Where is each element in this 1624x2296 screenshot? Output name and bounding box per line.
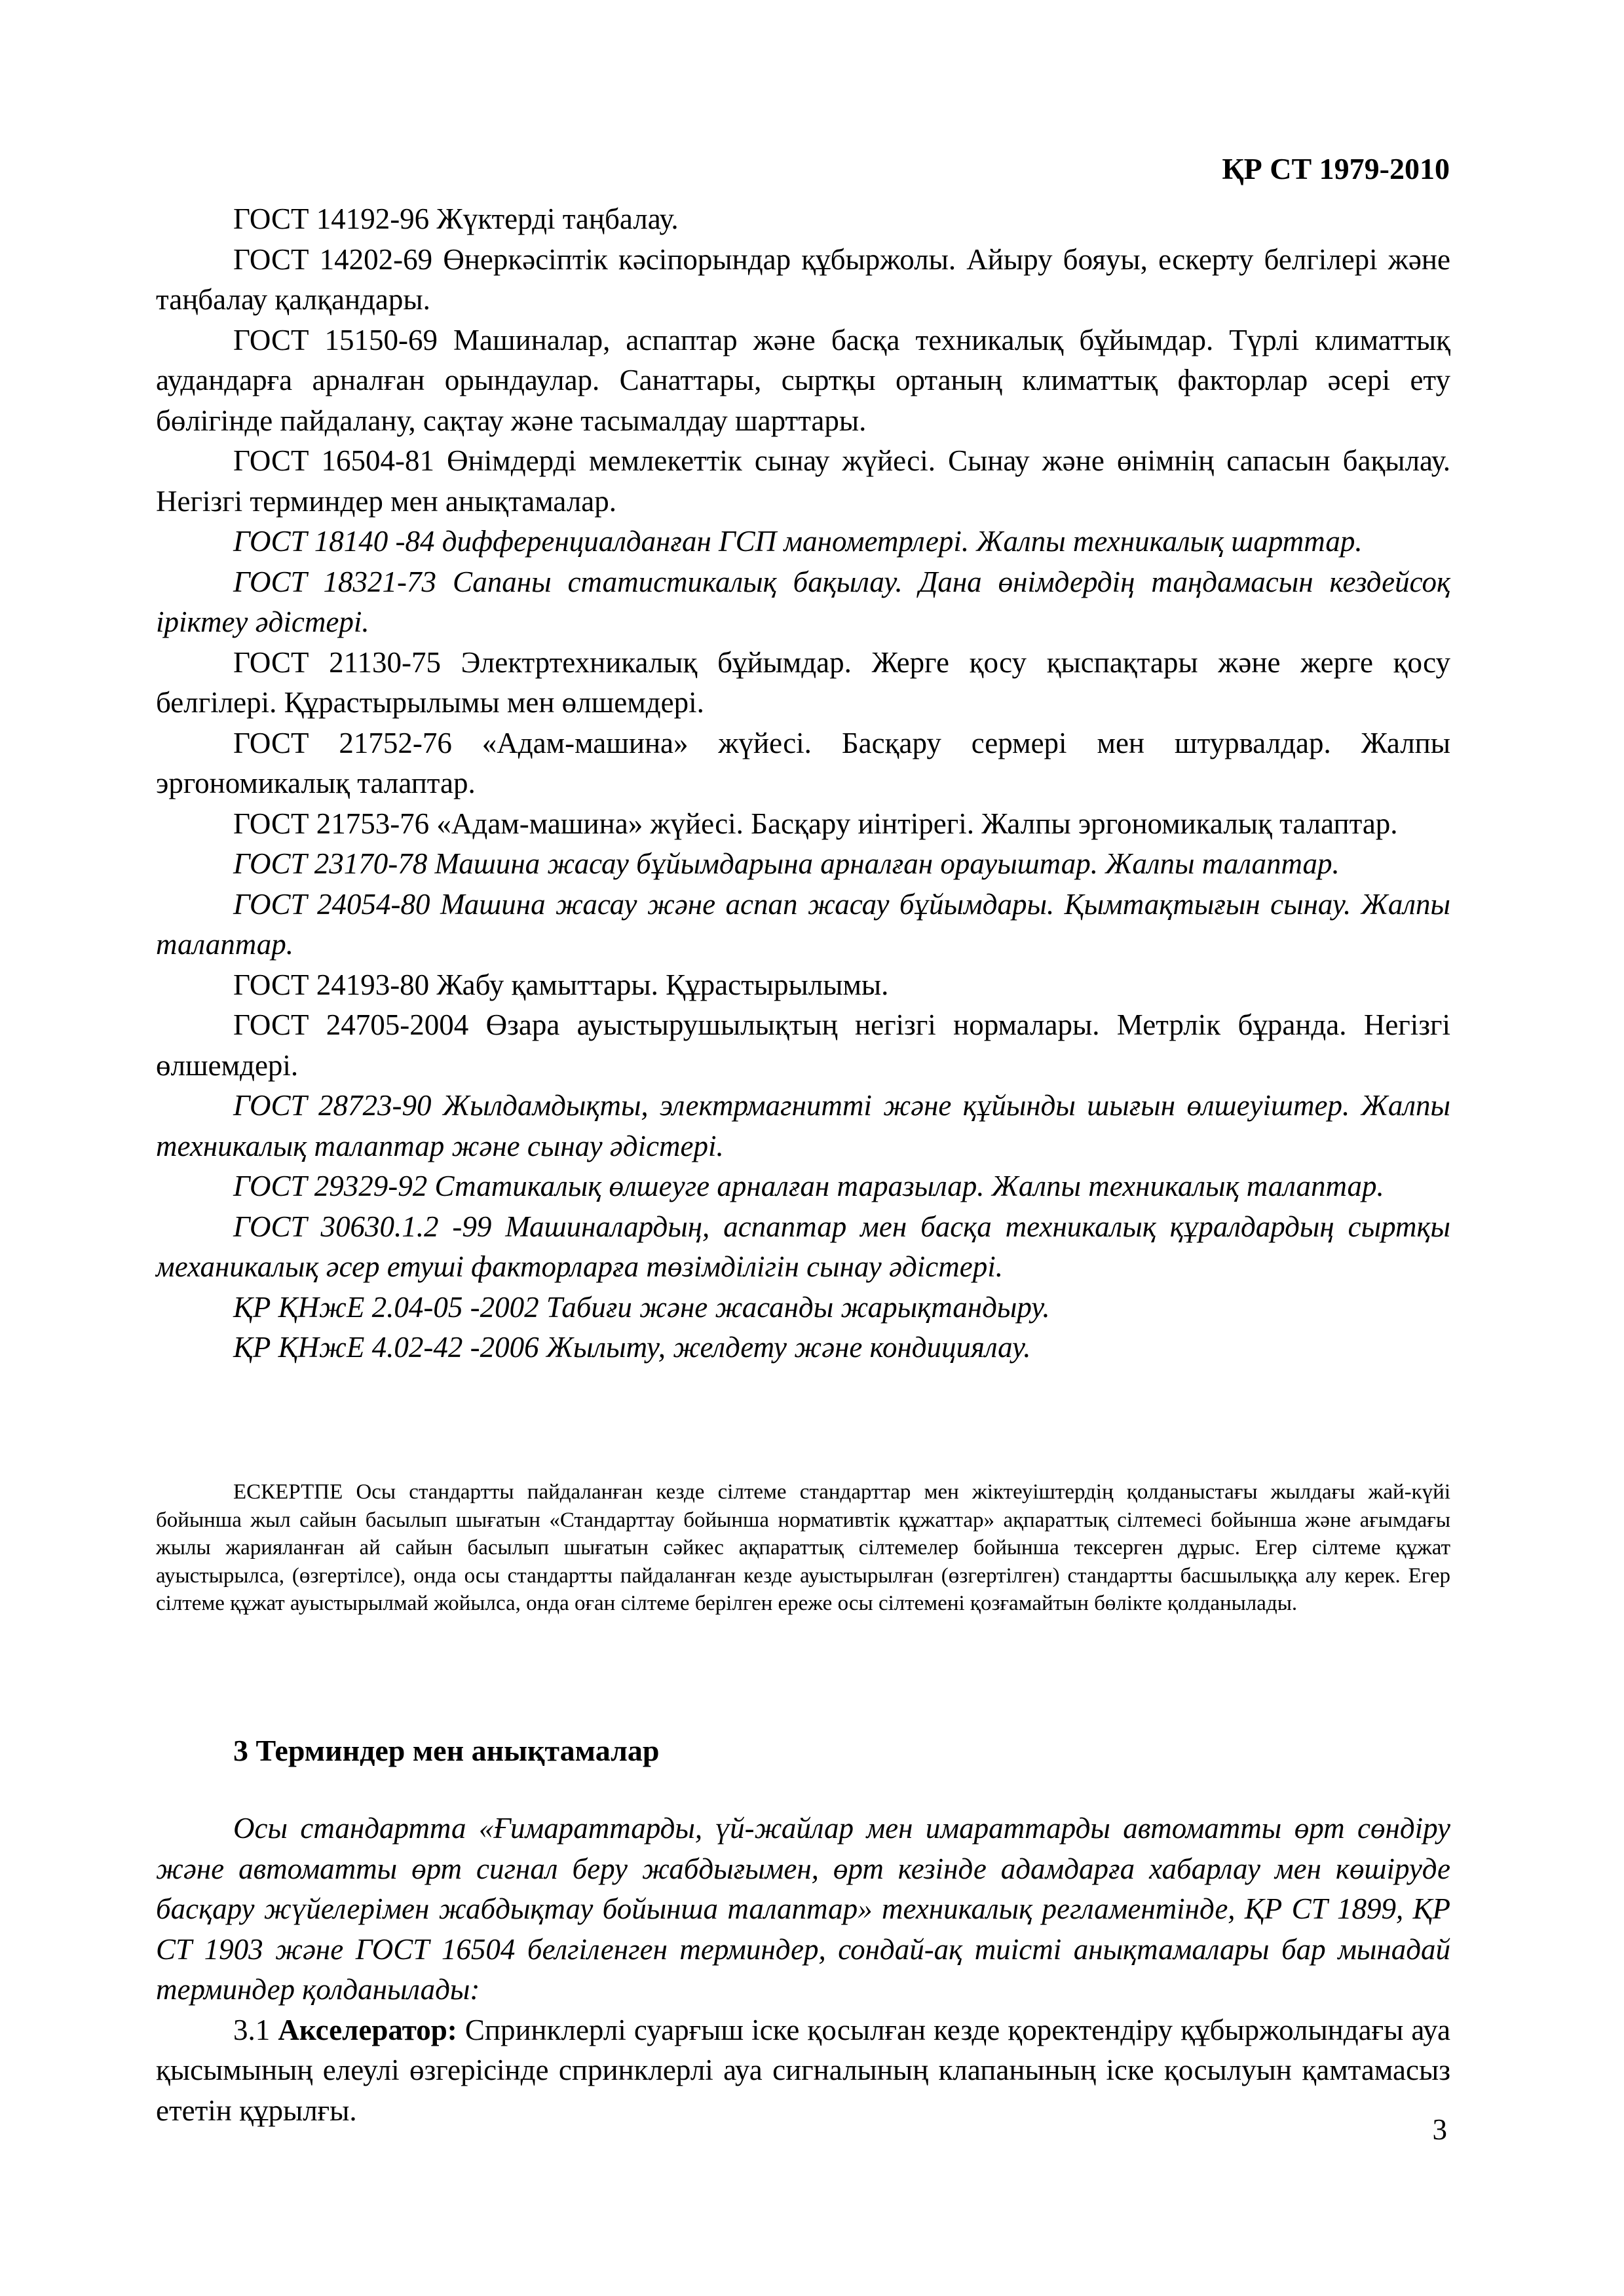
references-note: ЕСКЕРТПЕ Осы стандартты пайдаланған кезде сілтеме стандарттар мен жіктеуіштердің қолданыстағы жылдағы жай-күйі бойынша жыл сайын басылып шығатын «Стандарттау бойынша нормативтік құжаттар» ақпараттық сілтемесі бойынша және ағымдағы жылы жарияланған ай сайын басылып шығатын сәйкес ақпараттық сілтемелер бойынша тексерген дұрыс. Егер сілтеме құжат ауыстырылса, (өзгертілсе), онда осы стандартты пайдаланған кезде ауыстырылған (өзгертілген) стандартты басшылыққа алу керек. Егер сілтеме құжат ауыстырылмай жойылса, онда оған сілтеме берілген ереже осы сілтемені қозғамайтын бөлікте қолданылады. <box>156 1480 1450 1615</box>
reference-item: ГОСТ 28723-90 Жылдамдықты, электрмагнитті және құйынды шығын өлшеуіштер. Жалпы техникалық талаптар және сынау әдістері. <box>156 1089 1450 1162</box>
term-definition: Спринклерлі суарғыш іске қосылған кезде қоректендіру құбыржолындағы ауа қысымының елеулі өзгерісінде спринклерлі ауа сигналының клапанының іске қосылуын қамтамасыз ететін құрылғы. <box>156 2013 1450 2127</box>
section-heading: 3 Терминдер мен анықтамалар <box>233 1734 660 1767</box>
document-code-header: ҚР СТ 1979-2010 <box>1222 152 1450 185</box>
reference-item: ГОСТ 24705-2004 Өзара ауыстырушылықтың негізгі нормалары. Метрлік бұранда. Негізгі өлшемдері. <box>156 1008 1450 1082</box>
terms-intro: Осы стандартта «Ғимараттарды, үй-жайлар мен имараттарды автоматты өрт сөндіру және автоматты өрт сигнал беру жабдығымен, өрт кезінде адамдарға хабарлау мен көшіруде басқару жүйелерімен жабдықтау бойынша талаптар» техникалық регламентінде, ҚР СТ 1899, ҚР СТ 1903 және ГОСТ 16504 белгіленген терминдер, сондай-ақ тиісті анықтамалары бар мынадай терминдер қолданылады: <box>156 1812 1450 2006</box>
reference-item: ГОСТ 16504-81 Өнімдерді мемлекеттік сынау жүйесі. Сынау және өнімнің сапасын бақылау. Негізгі терминдер мен анықтамалар. <box>156 444 1450 518</box>
reference-item: ГОСТ 21752-76 «Адам-машина» жүйесі. Басқару сермері мен штурвалдар. Жалпы эргономикалық талаптар. <box>156 726 1450 799</box>
page-number: 3 <box>1432 2113 1447 2146</box>
reference-item: ГОСТ 21130-75 Электртехникалық бұйымдар. Жерге қосу қыспақтары және жерге қосу белгілері. Құрастырылымы мен өлшемдері. <box>156 645 1450 719</box>
term-item <box>156 2010 1450 2132</box>
reference-item: ГОСТ 18140 -84 дифференциалданған ГСП манометрлері. Жалпы техникалық шарттар. <box>233 525 1363 558</box>
reference-item: ГОСТ 29329-92 Статикалық өлшеуге арналған таразылар. Жалпы техникалық талаптар. <box>233 1170 1384 1202</box>
reference-item: ГОСТ 18321-73 Сапаны статистикалық бақылау. Дана өнімдердің таңдамасын кездейсоқ іріктеу әдістері. <box>156 565 1450 638</box>
reference-item: ГОСТ 24054-80 Машина жасау және аспап жасау бұйымдары. Қымтақтығын сынау. Жалпы талаптар. <box>156 887 1450 961</box>
reference-item: ГОСТ 24193-80 Жабу қамыттары. Құрастырылымы. <box>233 968 889 1001</box>
terms-section <box>156 1808 1450 2131</box>
reference-item: ГОСТ 14192-96 Жүктерді таңбалау. <box>233 202 679 235</box>
term-title: Акселератор: <box>278 2013 457 2046</box>
reference-item: ГОСТ 23170-78 Машина жасау бұйымдарына арналған орауыштар. Жалпы талаптар. <box>233 847 1340 880</box>
reference-item: ҚР ҚНжЕ 2.04-05 -2002 Табиғи және жасанды жарықтандыру. <box>233 1290 1050 1324</box>
term-number: 3.1 <box>233 2013 271 2046</box>
reference-item: ГОСТ 15150-69 Машиналар, аспаптар және басқа техникалық бұйымдар. Түрлі климаттық аудандарға арналған орындаулар. Санаттары, сыртқы ортаның климаттық факторлар әсері ету бөлігінде пайдалану, сақтау және тасымалдау шарттары. <box>156 323 1450 437</box>
reference-item: ГОСТ 14202-69 Өнеркәсіптік кәсіпорындар құбыржолы. Айыру бояуы, ескерту белгілері және таңбалау қалқандары. <box>156 242 1450 316</box>
normative-references-list <box>156 199 1450 1368</box>
reference-item: ГОСТ 30630.1.2 -99 Машиналардың, аспаптар мен басқа техникалық құралдардың сыртқы механикалық әсер етуші факторларға төзімділігін сынау әдістері. <box>156 1210 1450 1283</box>
reference-item: ГОСТ 21753-76 «Адам-машина» жүйесі. Басқару иінтірегі. Жалпы эргономикалық талаптар. <box>233 807 1398 840</box>
reference-item: ҚР ҚНжЕ 4.02-42 -2006 Жылыту, желдету және кондициялау. <box>233 1331 1031 1364</box>
